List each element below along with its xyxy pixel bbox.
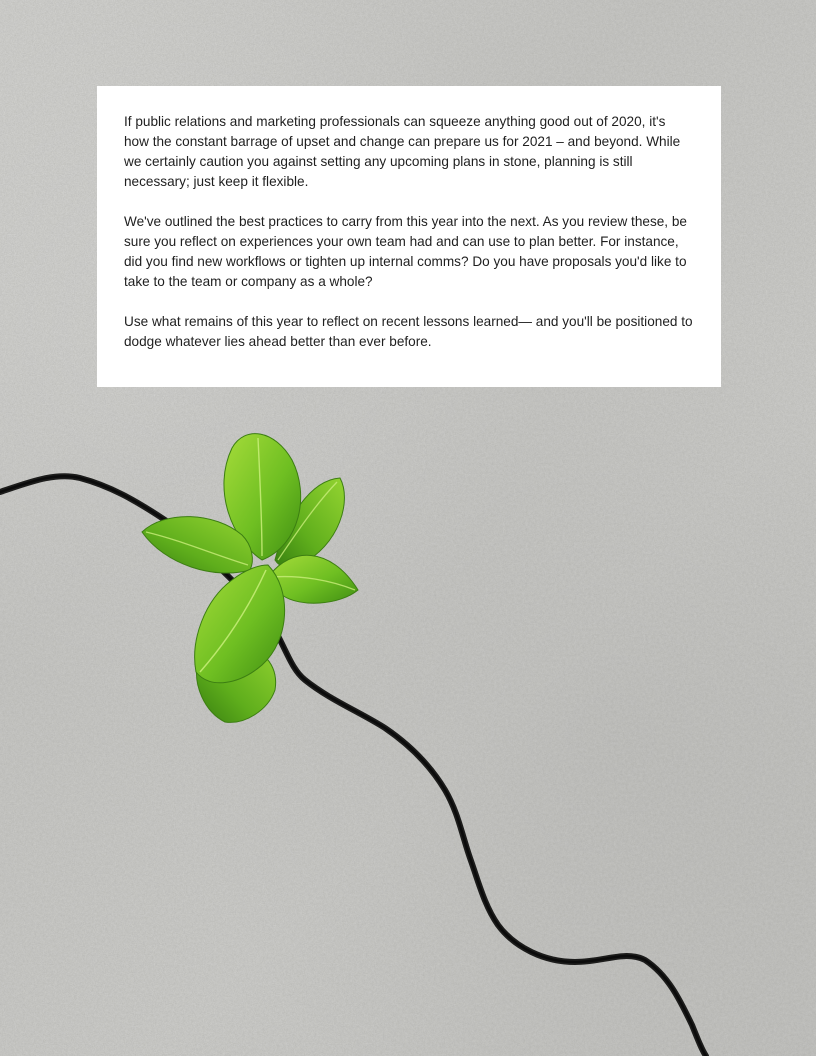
intro-paragraph-3: Use what remains of this year to reflect on recent lessons learned— and you'll be positioned to dodge whatever lies ahead better than ever before.: [124, 314, 693, 349]
intro-paragraph-2: We've outlined the best practices to carry from this year into the next. As you review these, be sure you reflect on experiences your own team had and can use to plan better. For instance, did you find new workflows or tighten up internal comms? Do you have proposals you'd like to take to the team or company as a whole?: [124, 214, 687, 289]
intro-text-card: [97, 86, 721, 387]
intro-paragraph-1: If public relations and marketing professionals can squeeze anything good out of 2020, it's how the constant barrage of upset and change can prepare us for 2021 – and beyond. While we certainly caution you against setting any upcoming plans in stone, planning is still necessary; just keep it flexible.: [124, 114, 681, 189]
